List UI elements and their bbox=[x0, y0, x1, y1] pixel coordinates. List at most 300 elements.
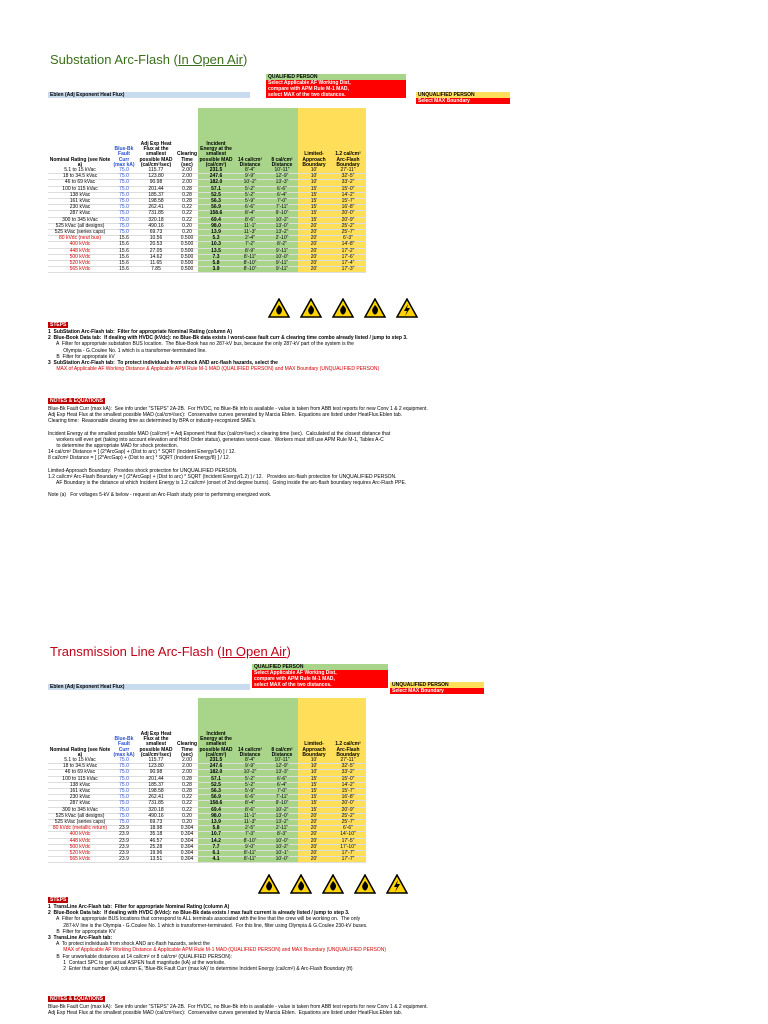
table-cell: 201.44 bbox=[136, 776, 176, 782]
table-cell: 98.0 bbox=[198, 813, 234, 819]
table-cell: 17'-7" bbox=[330, 857, 366, 863]
table-cell: 4.1 bbox=[198, 857, 234, 863]
table-cell: 6'-4" bbox=[266, 782, 298, 788]
step-line: B Filter for appropriate kV bbox=[48, 353, 115, 360]
step-line: 3 SubStation Arc-Flash tab: To protect individuals from shock AND arc-flash hazards, select the bbox=[48, 360, 278, 367]
table-cell: 7.85 bbox=[136, 267, 176, 273]
table-cell: 5.1 to 15 kVac bbox=[48, 168, 112, 174]
note-line: Blue-Bk Fault Curr (max kA): See info under "STEPS" 2A-2B. For HVDC, no Blue-Bk info is available - value is taken from ABB test reports for new Conv 1 & 2 equipment. bbox=[48, 406, 428, 412]
table-cell: 185.37 bbox=[136, 192, 176, 198]
table-cell: 15' bbox=[298, 217, 330, 223]
table-cell: 5'-9" bbox=[234, 199, 266, 205]
table-cell: 5.1 to 15 kVac bbox=[48, 758, 112, 764]
table-cell: 123.80 bbox=[136, 174, 176, 180]
table-header-row bbox=[48, 698, 366, 758]
table-cell: 0.28 bbox=[176, 789, 198, 795]
table-cell: 247.6 bbox=[198, 174, 234, 180]
arc-flash-warning-icon bbox=[364, 298, 386, 318]
header-cell: Adj Exp Heat Flux at the smallest possible MAD (cal/cm²/sec) bbox=[139, 730, 173, 758]
table-cell: 10'-0" bbox=[266, 857, 298, 863]
table-cell: 20' bbox=[298, 820, 330, 826]
steps-label: STEPS bbox=[50, 322, 67, 328]
table-cell: 231.5 bbox=[198, 758, 234, 764]
table-cell: 8'-11" bbox=[234, 254, 266, 260]
table-cell: 69.4 bbox=[198, 807, 234, 813]
table-cell: 15' bbox=[298, 186, 330, 192]
table-cell: 6.1 bbox=[198, 851, 234, 857]
substation-table-wrap bbox=[48, 108, 423, 273]
table-cell: 20' bbox=[298, 236, 330, 242]
table-cell: 13.51 bbox=[136, 857, 176, 863]
step-line: 287-kV line is the Olympia - G.Coulee No. 1 which is transformer-terminated. For this line, filter using Olympia & G.Coulee 230-kV buses. bbox=[48, 922, 368, 929]
table-cell: 9'-11" bbox=[266, 267, 298, 273]
table-cell: 198.58 bbox=[136, 199, 176, 205]
table-cell: 46 to 69 kVac bbox=[48, 180, 112, 186]
table-cell: 185.37 bbox=[136, 782, 176, 788]
table-cell: 16'-8" bbox=[330, 795, 366, 801]
table-cell: 2'-5" bbox=[234, 826, 266, 832]
table-cell: 0.500 bbox=[176, 248, 198, 254]
table-cell: 75.0 bbox=[112, 217, 136, 223]
table-cell: 15' bbox=[298, 789, 330, 795]
transmission-table-wrap bbox=[48, 698, 423, 863]
table-cell: 15' bbox=[298, 807, 330, 813]
table-cell: 14'-10" bbox=[330, 832, 366, 838]
table-cell: 0.20 bbox=[176, 223, 198, 229]
step-line: A To protect individuals from shock AND arc-flash hazards, select the bbox=[48, 941, 210, 948]
table-cell: 75.0 bbox=[112, 789, 136, 795]
table-cell: 15.6 bbox=[112, 248, 136, 254]
table-cell: 23.9 bbox=[112, 826, 136, 832]
step-line: A Filter for appropriate substation BUS location. The Blue-Book has no 287-kV bus, because the only 287-kV part of the system is the bbox=[48, 341, 354, 348]
arc-flash-warning-icon bbox=[332, 298, 354, 318]
arc-flash-warning-icon bbox=[268, 298, 290, 318]
table-cell: 15' bbox=[298, 205, 330, 211]
table-cell: 0.304 bbox=[176, 851, 198, 857]
table-cell: 0.500 bbox=[176, 242, 198, 248]
table-cell: 46.57 bbox=[136, 838, 176, 844]
table-cell: 400 kVdc bbox=[48, 242, 112, 248]
notes-label-2: NOTES & EQUATIONS bbox=[50, 996, 103, 1002]
substation-table bbox=[48, 108, 366, 273]
table-cell: 20'-9" bbox=[330, 807, 366, 813]
table-cell: 0.500 bbox=[176, 236, 198, 242]
table-cell: 20' bbox=[298, 838, 330, 844]
table-cell: 75.0 bbox=[112, 192, 136, 198]
table-cell: 8'-10" bbox=[234, 838, 266, 844]
table-cell: 75.0 bbox=[112, 770, 136, 776]
qualified-person-header-2 bbox=[252, 664, 388, 688]
header-cell: Clearing Time (sec) bbox=[177, 741, 198, 758]
substation-notes bbox=[48, 406, 728, 498]
table-cell: 448 kVdc bbox=[48, 838, 112, 844]
table-cell: 10' bbox=[298, 770, 330, 776]
table-cell: 10' bbox=[298, 764, 330, 770]
table-cell: 6'-4" bbox=[266, 192, 298, 198]
substation-warning-icons bbox=[268, 298, 418, 318]
table-cell: 230 kVac bbox=[48, 795, 112, 801]
table-cell: 17'-6" bbox=[330, 254, 366, 260]
substation-title: Substation Arc-Flash (In Open Air) bbox=[50, 52, 248, 67]
table-cell: 75.0 bbox=[112, 820, 136, 826]
table-cell: 20' bbox=[298, 242, 330, 248]
table-cell: 500 kVdc bbox=[48, 844, 112, 850]
unqualified-person-label: UNQUALIFIED PERSON bbox=[390, 682, 484, 688]
table-cell: 8'-3" bbox=[266, 832, 298, 838]
table-cell: 2'-11" bbox=[266, 826, 298, 832]
table-cell: 11'-3" bbox=[234, 820, 266, 826]
table-cell: 23.9 bbox=[112, 838, 136, 844]
table-cell: 11.65 bbox=[136, 261, 176, 267]
substation-steps bbox=[48, 329, 728, 372]
table-cell: 57.1 bbox=[198, 186, 234, 192]
header-cell: Limited-Approach Boundary bbox=[298, 698, 330, 758]
note-line: workers will ever get (taking into account elevation and Hold Order status), generates worst-case. Workers must still use APM Rule M-1, Tables A-C bbox=[48, 436, 384, 443]
table-cell: 18 to 34.5 kVac bbox=[48, 764, 112, 770]
table-cell: 52.5 bbox=[198, 782, 234, 788]
step-line: Olympia - G.Coulee No. 1 which is a transformer-terminated line. bbox=[48, 347, 207, 354]
table-cell: 10'-11" bbox=[266, 168, 298, 174]
table-cell: 6'-6" bbox=[234, 795, 266, 801]
table-cell: 5'-2" bbox=[234, 186, 266, 192]
table-cell: 8'-11" bbox=[234, 851, 266, 857]
step-line: B Filter for appropriate KV bbox=[48, 928, 116, 935]
table-cell: 520 kVdc bbox=[48, 851, 112, 857]
table-cell: 10'-11" bbox=[266, 758, 298, 764]
table-cell: 25.28 bbox=[136, 844, 176, 850]
shock-warning-icon bbox=[386, 874, 408, 894]
table-cell: 5.8 bbox=[198, 826, 234, 832]
table-cell: 525 kVac (all designs) bbox=[48, 813, 112, 819]
table-cell: 15' bbox=[298, 199, 330, 205]
note-line: Incident Energy at the smallest possible MAD (cal/cm²) = Adj Exponent Heat flux (cal/cm²/sec) x clearing time (sec). Calculated at the closest distance that bbox=[48, 430, 391, 437]
table-cell: 7.7 bbox=[198, 844, 234, 850]
table-cell: 9'-9" bbox=[234, 174, 266, 180]
table-cell: 198.58 bbox=[136, 789, 176, 795]
table-cell: 731.85 bbox=[136, 211, 176, 217]
step-line: 3 TransLine Arc-Flash tab: bbox=[48, 935, 112, 942]
eblen-label-2: Eblen (Adj Exponent Heat Flux) bbox=[48, 684, 250, 690]
table-cell: 525 kVac (all designs) bbox=[48, 223, 112, 229]
arc-flash-warning-icon bbox=[322, 874, 344, 894]
table-row bbox=[48, 857, 366, 863]
table-cell: 6'-6" bbox=[234, 205, 266, 211]
step-line: 1 Contact SPC to get actual ASPEN fault magnitude (kA) at the worksite. bbox=[48, 959, 226, 966]
table-cell: 0.20 bbox=[176, 820, 198, 826]
table-cell: 35.18 bbox=[136, 832, 176, 838]
table-cell: 10' bbox=[298, 180, 330, 186]
table-cell: 0.304 bbox=[176, 838, 198, 844]
table-cell: 320.18 bbox=[136, 217, 176, 223]
table-cell: 80 kVdc (neut bus) bbox=[48, 236, 112, 242]
table-cell: 10' bbox=[298, 758, 330, 764]
table-cell: 56.3 bbox=[198, 199, 234, 205]
table-cell: 0.304 bbox=[176, 844, 198, 850]
table-cell: 0.20 bbox=[176, 230, 198, 236]
table-cell: 75.0 bbox=[112, 186, 136, 192]
table-cell: 520 kVdc bbox=[48, 261, 112, 267]
table-cell: 0.20 bbox=[176, 813, 198, 819]
table-cell: 5.8 bbox=[198, 261, 234, 267]
qualified-person-instruction-3: select MAX of the two distances. bbox=[252, 682, 388, 688]
table-cell: 731.85 bbox=[136, 801, 176, 807]
table-cell: 75.0 bbox=[112, 199, 136, 205]
table-cell: 10'-2" bbox=[234, 180, 266, 186]
table-cell: 8'-4" bbox=[234, 211, 266, 217]
table-cell: 525 kVac (series caps) bbox=[48, 230, 112, 236]
table-header-row bbox=[48, 108, 366, 168]
table-cell: 7'-2" bbox=[234, 242, 266, 248]
table-cell: 90.98 bbox=[136, 180, 176, 186]
table-cell: 5'-2" bbox=[234, 776, 266, 782]
table-cell: 231.5 bbox=[198, 168, 234, 174]
table-cell: 13'-3" bbox=[266, 180, 298, 186]
table-cell: 15'-7" bbox=[330, 789, 366, 795]
table-cell: 0.304 bbox=[176, 832, 198, 838]
table-cell: 10.56 bbox=[136, 236, 176, 242]
table-cell: 565 kVdc bbox=[48, 857, 112, 863]
table-cell: 115.77 bbox=[136, 168, 176, 174]
table-cell: 158.6 bbox=[198, 211, 234, 217]
header-cell: Adj Exp Heat Flux at the smallest possible MAD (cal/cm²/sec) bbox=[139, 140, 173, 168]
table-cell: 525 kVac (series caps) bbox=[48, 820, 112, 826]
table-cell: 25'-2" bbox=[330, 223, 366, 229]
qualified-person-label: QUALIFIED PERSON bbox=[266, 74, 406, 80]
table-cell: 14'-2" bbox=[330, 782, 366, 788]
table-cell: 138 kVac bbox=[48, 192, 112, 198]
table-cell: 0.22 bbox=[176, 205, 198, 211]
table-cell: 20' bbox=[298, 230, 330, 236]
table-cell: 17'-3" bbox=[330, 267, 366, 273]
table-cell: 6'-6" bbox=[330, 826, 366, 832]
table-cell: 8'-11" bbox=[234, 857, 266, 863]
table-cell: 0.304 bbox=[176, 857, 198, 863]
table-cell: 23.9 bbox=[112, 851, 136, 857]
table-cell: 12'-9" bbox=[266, 764, 298, 770]
table-cell: 15' bbox=[298, 795, 330, 801]
table-cell: 20' bbox=[298, 223, 330, 229]
table-cell: 27'-11" bbox=[330, 168, 366, 174]
note-line: 14 cal/cm² Distance = [ (2*ArcGap) + (Dist to arc) * SQRT (Incident Energy/14) ] / 12. bbox=[48, 449, 236, 456]
table-cell: 2.00 bbox=[176, 180, 198, 186]
table-cell: 20' bbox=[298, 844, 330, 850]
table-cell: 80 kVdc (metallic return) bbox=[48, 826, 112, 832]
arc-flash-warning-icon bbox=[290, 874, 312, 894]
table-cell: 75.0 bbox=[112, 813, 136, 819]
table-cell: 20'-0" bbox=[330, 801, 366, 807]
table-cell: 8'-4" bbox=[234, 801, 266, 807]
table-cell: 12'-9" bbox=[266, 174, 298, 180]
table-cell: 75.0 bbox=[112, 230, 136, 236]
table-cell: 15' bbox=[298, 211, 330, 217]
table-cell: 25'-2" bbox=[330, 813, 366, 819]
step-line: 2 Blue-Book Data tab: If dealing with HVDC (kVdc): no Blue-Bk data exists / worst-case fault curr & clearing time combo already listed / jump to step 3. bbox=[48, 335, 408, 342]
header-cell: Incident Energy at the smallest possible MAD (cal/cm²) bbox=[198, 108, 234, 168]
table-cell: 9'-11" bbox=[266, 261, 298, 267]
table-cell: 9'-9" bbox=[234, 764, 266, 770]
step-line: B For unworkable distances at 14 cal/cm² or 8 cal/cm² (QUALIFIED PERSON): bbox=[48, 953, 232, 960]
header-cell: 8 cal/cm² Distance bbox=[266, 108, 298, 168]
note-line: to determine the appropriate MAD for shock protection. bbox=[48, 443, 179, 450]
table-cell: 13.5 bbox=[198, 248, 234, 254]
table-cell: 10.7 bbox=[198, 832, 234, 838]
table-cell: 27'-11" bbox=[330, 758, 366, 764]
table-cell: 14'-8" bbox=[330, 242, 366, 248]
note-line: Note (a) For voltages 5-kV & below - request an Arc-Flash study prior to performing energized work. bbox=[48, 492, 272, 499]
qualified-person-instruction-1: Select Applicable AF Working Dist, bbox=[266, 80, 406, 86]
eblen-label: Eblen (Adj Exponent Heat Flux) bbox=[48, 92, 250, 98]
table-cell: 0.28 bbox=[176, 782, 198, 788]
table-cell: 15.6 bbox=[112, 267, 136, 273]
table-cell: 5'-2" bbox=[234, 782, 266, 788]
table-cell: 57.1 bbox=[198, 776, 234, 782]
table-cell: 10' bbox=[298, 174, 330, 180]
table-cell: 6'-6" bbox=[266, 186, 298, 192]
table-cell: 23.9 bbox=[112, 844, 136, 850]
table-cell: 33'-2" bbox=[330, 180, 366, 186]
shock-warning-icon bbox=[396, 298, 418, 318]
table-cell: 0.28 bbox=[176, 186, 198, 192]
table-cell: 0.500 bbox=[176, 267, 198, 273]
table-cell: 20' bbox=[298, 254, 330, 260]
header-cell: 14 cal/cm² Distance bbox=[234, 698, 266, 758]
table-cell: 490.16 bbox=[136, 813, 176, 819]
unqualified-person-instruction: Select MAX Boundary bbox=[416, 98, 510, 104]
table-cell: 17'-2" bbox=[330, 248, 366, 254]
transmission-warning-icons bbox=[258, 874, 408, 894]
table-cell: 75.0 bbox=[112, 782, 136, 788]
header-cell: 8 cal/cm² Distance bbox=[266, 698, 298, 758]
note-line: Limited-Approach Boundary: Provides shock protection for UNQUALIFIED PERSON. bbox=[48, 467, 238, 474]
table-cell: 11'-1" bbox=[234, 223, 266, 229]
transmission-steps bbox=[48, 904, 728, 972]
table-cell: 11'-3" bbox=[234, 230, 266, 236]
table-cell: 161 kVac bbox=[48, 199, 112, 205]
table-cell: 75.0 bbox=[112, 776, 136, 782]
unqualified-person-header bbox=[416, 92, 510, 104]
table-cell: 25'-7" bbox=[330, 230, 366, 236]
table-cell: 2.00 bbox=[176, 758, 198, 764]
table-cell: 10.3 bbox=[198, 242, 234, 248]
table-cell: 123.80 bbox=[136, 764, 176, 770]
header-cell: 1.2 cal/cm² Arc-Flash Boundary bbox=[330, 108, 366, 168]
table-cell: 75.0 bbox=[112, 807, 136, 813]
header-cell: Limited-Approach Boundary bbox=[298, 108, 330, 168]
table-cell: 0.22 bbox=[176, 211, 198, 217]
unqualified-person-header-2 bbox=[390, 682, 484, 694]
table-cell: 0.28 bbox=[176, 776, 198, 782]
table-cell: 90.98 bbox=[136, 770, 176, 776]
table-cell: 0.22 bbox=[176, 807, 198, 813]
steps-label-2: STEPS bbox=[50, 897, 67, 903]
table-cell: 15'-0" bbox=[330, 776, 366, 782]
step-line: MAX of Applicable AF Working Distance & Applicable APM Rule M-1 MAD (QUALIFIED PERSON) and MAX Boundary (UNQUALIFIED PERSON) bbox=[48, 947, 387, 954]
table-cell: 10'-0" bbox=[266, 254, 298, 260]
table-cell: 14.2 bbox=[198, 838, 234, 844]
table-cell: 287 kVac bbox=[48, 801, 112, 807]
table-cell: 20' bbox=[298, 813, 330, 819]
step-line: 2 Blue-Book Data tab: If dealing with HVDC (kVdc): no Blue-Bk data exists / max fault current is already listed / jump to step 3. bbox=[48, 910, 350, 917]
table-cell: 2'-4" bbox=[234, 236, 266, 242]
table-cell: 15' bbox=[298, 782, 330, 788]
note-line: Adj Exp Heat Flux at the smallest possible MAD (cal/cm²/sec): Conservative curves generated by Marcia Eblen. Equations are listed under HeatFlux.Eblen tab. bbox=[48, 412, 403, 419]
table-cell: 7'-11" bbox=[266, 795, 298, 801]
note-line: Clearing time: Reasonable clearing time as determined by BPA or industry-recognized SME's. bbox=[48, 418, 257, 425]
table-cell: 33'-2" bbox=[330, 770, 366, 776]
table-cell: 15'-0" bbox=[330, 186, 366, 192]
table-cell: 201.44 bbox=[136, 186, 176, 192]
table-cell: 20'-9" bbox=[330, 217, 366, 223]
table-cell: 7.3 bbox=[198, 254, 234, 260]
unqualified-person-instruction: Select MAX Boundary bbox=[390, 688, 484, 694]
table-cell: 2.00 bbox=[176, 174, 198, 180]
table-cell: 400 kVdc bbox=[48, 832, 112, 838]
table-cell: 10'-2" bbox=[266, 844, 298, 850]
step-line: 2 Enter that number (kA) column E, 'Blue-Bk Fault Curr (max kA)' to determine Incident Energy (cal/cm²) & Arc-Flash Boundary (ft) bbox=[48, 966, 353, 973]
table-cell: 20' bbox=[298, 851, 330, 857]
table-cell: 13'-0" bbox=[266, 813, 298, 819]
table-cell: 98.0 bbox=[198, 223, 234, 229]
table-cell: 75.0 bbox=[112, 180, 136, 186]
table-cell: 7'-0" bbox=[266, 789, 298, 795]
table-cell: 5'-9" bbox=[234, 789, 266, 795]
table-cell: 52.5 bbox=[198, 192, 234, 198]
table-cell: 75.0 bbox=[112, 168, 136, 174]
table-cell: 46 to 69 kVac bbox=[48, 770, 112, 776]
arc-flash-warning-icon bbox=[354, 874, 376, 894]
note-line: 1.2 cal/cm² Arc-Flash Boundary = [ (2*ArcGap) + (Dist to arc) * SQRT (Incident Energy/1.2) ] / 12. Provides arc-flash protection for UNQUALIFIED PERSON. bbox=[48, 473, 397, 480]
table-cell: 15.6 bbox=[112, 236, 136, 242]
qualified-person-header bbox=[266, 74, 406, 98]
table-cell: 287 kVac bbox=[48, 211, 112, 217]
table-cell: 32'-5" bbox=[330, 764, 366, 770]
table-cell: 0.28 bbox=[176, 199, 198, 205]
unqualified-person-label: UNQUALIFIED PERSON bbox=[416, 92, 510, 98]
table-cell: 10'-1" bbox=[266, 851, 298, 857]
table-cell: 100 to 115 kVac bbox=[48, 776, 112, 782]
table-cell: 0.304 bbox=[176, 826, 198, 832]
step-line: MAX of Applicable AF Working Distance & Applicable APM Rule M-1 MAD (QUALIFIED PERSON) and MAX Boundary (UNQUALIFIED PERSON) bbox=[48, 366, 380, 373]
table-cell: 8'-9" bbox=[234, 248, 266, 254]
table-cell: 69.73 bbox=[136, 820, 176, 826]
table-cell: 56.9 bbox=[198, 205, 234, 211]
table-cell: 15'-7" bbox=[330, 199, 366, 205]
table-cell: 9'-10" bbox=[266, 211, 298, 217]
table-cell: 20' bbox=[298, 826, 330, 832]
table-cell: 320.18 bbox=[136, 807, 176, 813]
table-cell: 262.41 bbox=[136, 205, 176, 211]
table-cell: 20' bbox=[298, 248, 330, 254]
table-cell: 5'-2" bbox=[234, 192, 266, 198]
table-cell: 8'-6" bbox=[234, 217, 266, 223]
table-cell: 247.6 bbox=[198, 764, 234, 770]
header-cell: Nominal Rating (see Note a) bbox=[49, 156, 111, 168]
table-cell: 262.41 bbox=[136, 795, 176, 801]
table-cell: 490.16 bbox=[136, 223, 176, 229]
table-cell: 0.28 bbox=[176, 192, 198, 198]
note-line: AF Boundary is the distance at which Incident Energy is 1.2 cal/cm² (onset of 2nd degree burns). Going inside the arc-flash boundary requires Arc-Flash PPE. bbox=[48, 480, 407, 487]
table-cell: 10'-2" bbox=[266, 217, 298, 223]
table-cell: 15' bbox=[298, 801, 330, 807]
table-cell: 100 to 115 kVac bbox=[48, 186, 112, 192]
table-cell: 10'-2" bbox=[234, 770, 266, 776]
note-line: 8 cal/cm² Distance = [ (2*ArcGap) + (Dist to arc) * SQRT (Incident Energy/8) ] / 12. bbox=[48, 455, 231, 462]
table-cell: 8'-2" bbox=[266, 242, 298, 248]
qualified-person-instruction-1: Select Applicable AF Working Dist, bbox=[252, 670, 388, 676]
table-cell: 75.0 bbox=[112, 174, 136, 180]
table-cell: 565 kVdc bbox=[48, 267, 112, 273]
table-cell: 20' bbox=[298, 267, 330, 273]
